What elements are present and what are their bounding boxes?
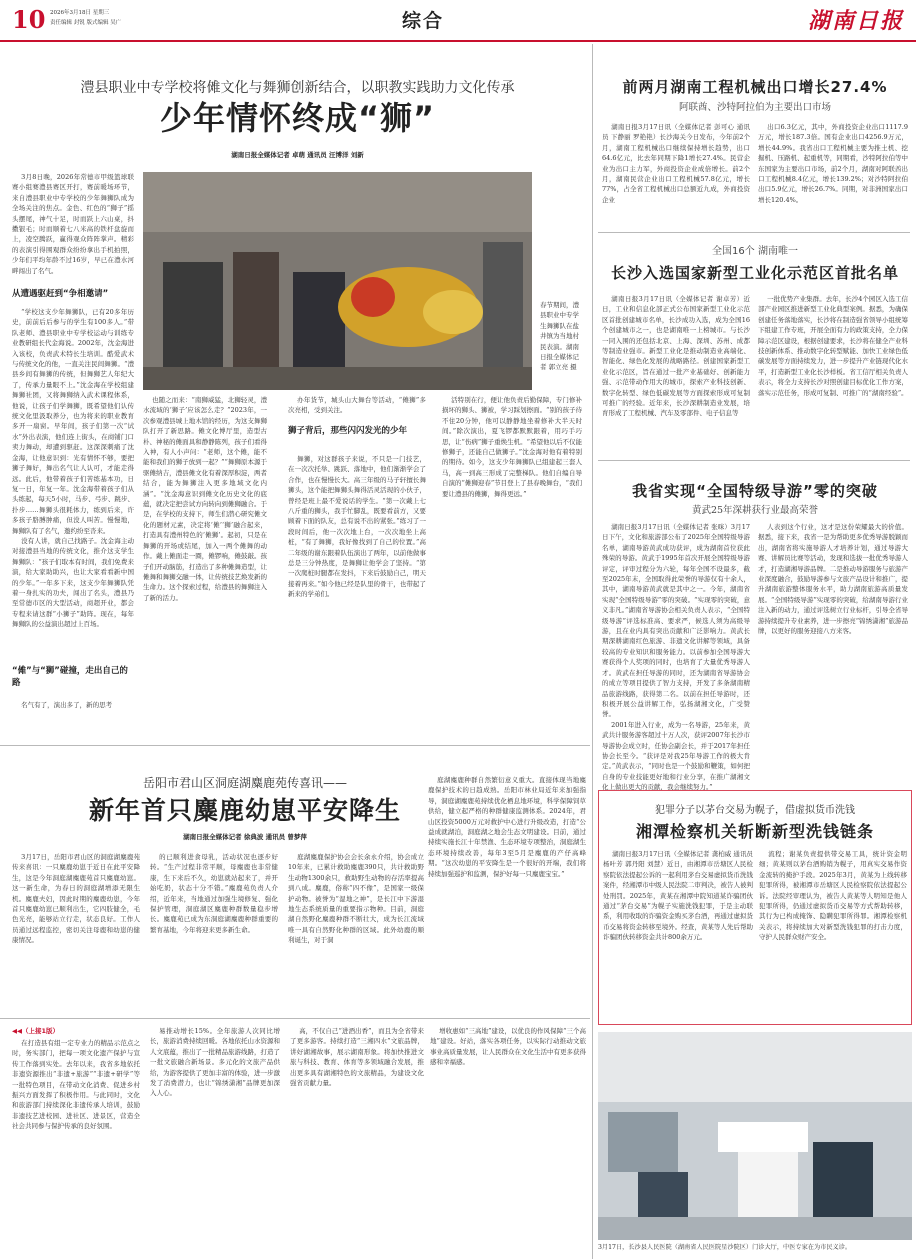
article3-left-col	[602, 294, 750, 450]
article-col-3	[288, 454, 426, 732]
article-title: 少年情怀终成“狮”	[159, 99, 436, 137]
article3-title: 长沙入选国家新型工业化示范区首批名单	[610, 264, 899, 282]
article2-subtitle: 阿联酋、沙特阿拉伯为主要出口市场	[678, 102, 831, 113]
subheading-2: “傩”与“狮”碰撞，走出自己的路	[12, 666, 128, 688]
article7-col-1	[12, 1038, 140, 1254]
continued-marker: ◀◀（上接1版）	[12, 1027, 60, 1035]
article-byline: 湖南日报全媒体记者 卓萌 通讯员 汪博洋 刘新	[231, 151, 364, 159]
col1-paragraph: “学校这支少年舞狮队，已有20多年历史，前前后后参与的学生有100多人。”带队老师、澧县职业中专学校运动与训练专业教研组长代金海说。2002年，沈金海进入该校，负责武术特长生培训。酷爱武术与传统文化的他，一直关注民间舞狮。“澧县乡间有舞狮的传统，但舞狮艺人年纪大了，传承力量眼不上。”沈金海在学校组建舞狮社团，又将舞狮纳入武术课程体系，他说，让孩子们学舞狮，既希望他们认传统文化里汲取养分，也为将来的职业教育多开一扇窗。早年间，孩子们第一次“试水”外出表演，他们连上街头，在商铺门口卖力舞动，却遭到驱赶。这深深刺痛了沈金海，让他意识到：光有情怀不够，要把狮子舞好，舞出名气让人认可，才能走得远。此后，他带着孩子们苦练基本功，日复一日，年复一年。沈金海带着孩子们从头练起，每天5小时，马步、弓步、跳步、扑步……舞狮头很耗体力，练到后来，许多孩子胳膊肿痛，但没人叫苦。慢慢地，舞狮队有了名气，邀约纷至沓来。	[12, 308, 134, 535]
photo2-caption: 3月17日，长沙县人民医院（湖南省人民医院星沙院区）门诊大厅，中医专家在为市民义诊。	[598, 1244, 852, 1251]
divider-left-main	[0, 745, 590, 746]
clinic-photo	[598, 1032, 912, 1240]
article4-title: 我省实现“全国特级导游”零的突破	[632, 482, 878, 500]
col3a-paragraph: 办年货节，城头山大舞台等活动，“傩狮”多次亮相，受到关注。	[288, 396, 426, 415]
article-col-1c	[12, 700, 134, 730]
article4-subtitle: 黄武25年深耕获行业最高荣誉	[691, 505, 819, 516]
a3-right-paragraph: 一批优势产业集群。去年，长沙4个园区入选工信部产业园区推进新型工业化典型案例。据悉，为确保创建任务落地落实，长沙将在制造强省领导小组统筹下组建工作专班，开展全面有力的政策支持，全力保障示范区建设，根据创建要求，长沙将在健全产业科技创新体系、推动数字化转型赋能、加快工业绿色低碳发展等方面持续发力，进一步提升产业链现代化水平，打造新型工业化长沙样板。省工信厅相关负责人表示，将全力支持长沙对照创建目标优化工作方案，落实示范任务，形成可复制、可推广的“湖南经验”。	[758, 295, 908, 397]
article6-title: 湘潭检察机关斩断新型洗钱链条	[635, 822, 874, 841]
col3b-paragraph: 舞狮，对这群孩子来说，不只是一门技艺，在一次次托举、跳跃、落地中，他们渐渐学会了合作，也在慢慢长大。高三年级的马子轩擅长舞狮头，这个能把舞狮头舞得活灵活现的小伙子，曾经是班上最不爱说话的学生。“第一次戴上七八斤重的狮头，我手忙脚乱，既要看前方，又要顾着下面的队友，总有说不出的紧张。”练习了一段时间后，他一次次地上台，一次次地坐上高桩，“有了舞狮，我好像找到了自己的位置。”高二年级的谢东跟着队伍演出了两年，以前他做事总是三分钟热度，是舞狮让他学会了坚持。“第一次爬桩时腿都在发抖，下来后鼓励自己，明天接着再来。”如今他已经是队里的骨干，也带起了新来的学弟们。	[288, 455, 426, 599]
article2-title: 前两月湖南工程机械出口增长27.4%	[622, 78, 888, 96]
divider-r1	[598, 232, 910, 233]
a2-left-paragraph: 湖南日报3月17日讯（全媒体记者 彭可心 通讯员 下静丽 罗艳艳）长沙海关今日发布，今年前2个月，湖南工程机械出口继续保持增长趋势，出口64.6亿元，比去年同期下降1增长27.4%。民营企业为出口主力军，外商投资企业成倍增长。前2个月，湖南民营企业出口工程机械57.8亿元，增长77%，占全省工程机械出口总额近九成，外商投资企业	[602, 123, 750, 204]
article4-left-col	[602, 522, 750, 792]
article-col-2	[143, 395, 267, 732]
col1c-paragraph: 名气有了，演出多了，新的思考	[21, 701, 113, 709]
newspaper-logo: 湖南日报	[808, 8, 905, 34]
article5-col-2	[150, 852, 278, 1010]
a4-left-paragraph: 湖南日报3月17日讯（全媒体记者 张咪）3月17日下午，文化和旅游部公布了2025年全国特级导游名单，湖南导游黄武成功获评，成为湖南首位获此殊荣的导游。黄武于1995年首次开展全国特级导游评定，评审过程分为六轮，每年全国不设最多，截至2025年末，全国取得此荣誉的导游仅有十余人，其中，湖南导游黄武就是其中之一。今年，湖南省实现“全国特级导游”零的突破。“实现零的突破，意义非凡。”湖南省导游协会相关负责人表示，“全国特级导游”评选标准高、要求严，候选人须为高级导游，且在业内具有突出贡献和广泛影响力。黄武长期深耕湖南红色旅游、非遗文化讲解等领域，具备较高的专业知识和服务能力。以前参加全国导游大赛获得个人奖项的同时，也培育了大量优秀导游人才。黄武在担任导游的同时，还为湖南省导游协会的成立等项目提供了智力支持，开发了多条湖南精品旅游线路，获得第二名。以前在担任导游时，还积极开展公益讲解工作，弘扬湖湘文化，广受赞誉。	[602, 523, 750, 719]
article5-byline: 湖南日报全媒体记者 徐典波 通讯员 曾梦萍	[183, 833, 307, 841]
col1b-paragraph: 没有人讲，就自己找路子。沈金海主动对接澧县当地的传统文化，推介这支学生舞狮队：“孩子们取本有时间，我们免费来演，给大家助助兴，也让大家看看新中国的少年。”一年多下来，这支少年舞狮队凭着一身扎实的功夫，闯出了名头，澧县乃至常德市区的大型活动，商超开业，都会专程来请这群“小狮子”助阵。现在，每年舞狮队的公益演出超过上百场。	[12, 536, 134, 629]
a4-right-paragraph: 人表到这个行业，这才是这份荣耀最大的价值。据悉，接下来，我省一是为帮助更多优秀导游脱颖而出，湖南省将实施导游人才培养计划，通过导游大赛、讲解员比赛等活动，发现和选拔一批优秀导游人才，打造湖湘导游品牌。二是推动导游服务与旅游产业深度融合，鼓励导游参与文旅产品设计和推广，提升湖南旅游整体服务水平，助力湖南旅游高质量发展。“全国特级导游”实现零的突破，给湖南导游行业注入新的动力，通过评选树立行业标杆，引导全省导游持续提升专业素养，进一步擦亮“锦绣潇湘”旅游品牌，以更好的服务迎接八方来客。	[758, 523, 908, 636]
article6-kicker: 犯罪分子以茅台交易为幌子，借虚拟货币洗钱	[655, 805, 855, 816]
a3-left-paragraph: 湖南日报3月17日讯（全媒体记者 谢卓芳）近日，工业和信息化部正式公布国家新型工业化示范区首批创建城市名单，长沙成功入选，成为全国16个创建城市之一，也是湖南唯一上榜城市。与长沙一同入围的还包括北京、上海、深圳、苏州、成都等制造业强市。新型工业化是推动制造业高端化、智能化、绿色化发展的战略路径。创建国家新型工业化示范区，旨在通过一批产业基础好、创新能力强、示范带动作用大的城市，探索产业科技创新、数字化转型、绿色低碳发展等方面探索形成可复制可推广的经验。近年来，长沙深耕制造业发展，培育形成了工程机械、汽车及零部件、电子信息等	[602, 295, 750, 418]
article3-kicker: 全国16个 湖南唯一	[712, 246, 798, 257]
divider-bottom	[0, 1018, 590, 1019]
subheading-3: 狮子背后，那些闪闪发光的少年	[288, 426, 408, 436]
article-lead	[12, 172, 134, 284]
editors-line: 责任编辑 封锐 版式编辑 吴广	[50, 20, 122, 26]
divider-r2	[598, 460, 910, 461]
article6-right-col	[759, 849, 907, 1017]
article6-box	[598, 790, 912, 1025]
article7-col-2	[150, 1026, 280, 1254]
article2-right-col	[758, 122, 908, 225]
article-col-4	[442, 395, 582, 732]
article4-right-col	[758, 522, 908, 778]
a5-c2-paragraph: 的已顺利进食母乳，活动状况也逐步好转。“生产过程非常平顺，母麋鹿也非常健康，生下来后不久，幼崽就站起来了，并开始吃奶，状态十分不错。”麋鹿苑负责人介绍，近年来，当地通过加强生境修复、强化保护管理，洞庭湖区麋鹿种群数量稳步增长。麋鹿苑已成为东洞庭湖麋鹿种群重要的繁育基地，今年将迎来更多新生命。	[150, 853, 278, 934]
article-kicker: 澧县职业中专学校将傩文化与舞狮创新结合，以职教实践助力文化传承	[80, 80, 515, 96]
a7-c1-paragraph: 在打造县有组一定专业力的精品示范点之时，务实部门，把每一项文化遗产保护与宣传工作落到实处。去年以来，我省多地依托非遗资源推出“非遗+旅游”“非遗+研学”等一批特色项目，在带动文化消费、促进乡村振兴方面发挥了积极作用。与此同时，文化和旅游部门持续深化非遗传承人培训，鼓励非遗技艺进校园、进社区、进景区，营造全社会共同参与保护传承的良好氛围。	[12, 1039, 140, 1131]
article5-title: 新年首只麋鹿幼崽平安降生	[88, 796, 401, 825]
article5-col-4	[428, 775, 586, 1010]
a7-c4-paragraph: 增收惠如“三高地”建设，以优良的作风保障“三个高地”建设。好站，落实各项任务，以实际行动推动文旅事业高质量发展，让人民群众在文化生活中有更多获得感和幸福感。	[430, 1027, 586, 1067]
article3-right-col	[758, 294, 908, 450]
a4-middle-paragraph: 2001年进入行业，成为一名导游，25年来，黄武共计服务游客超过十万人次，获评2007年长沙市导游协会成立时，任协会副会长，并于2017年担任协会长至今。“获评是对我25年导游工作的极大肯定。”黄武表示，“同时也是一个鼓励和鞭策，如何把自身的专业技能更好地和行业分享，在推广湖湘文化上做出更大的贡献，我会继续努力。”	[602, 720, 750, 792]
col2-paragraph: 也随之而来：“南狮威猛，北狮轻灵，澧水流域的‘狮子’应该怎么走？”2023年，一次参观澧县城上地木馆的经历，为这支舞狮队打开了新思路。傩文化博厅里，造型古朴、神秘的傩面具和静静陈列，孩子们看得入神，有人小声问：“老师，这个傩，能不能和我们的狮子放到一起？”“舞狮原本源于驱傩纳吉，澧县傩文化有着深厚积淀，两者结合，能为舞狮注入更多地域文化内涵”。“沈金海意识到傩文化历史文化的底蕴，就决定把尝试方向转向到傩狮融合。于是，在学校的支持下，师生们潜心研究傩文化的题材元素，决定将‘傩’‘狮’融合起来，打造具有澧州特色的‘傩狮’。起初，只是在舞狮的开场或结尾，加入一两个傩舞的动作。戴上傩面走一圈，傩锣响，傩鼓敲。孩子们开动脑筋，打造出了多种傩舞造型，让傩舞和舞狮交融一体，让传统技艺焕发新的生命力。这个探索过程，给澧县的舞狮注入了新的活力。	[143, 396, 267, 602]
article7-col-3	[290, 1026, 424, 1254]
a5-c1-paragraph: 3月17日，岳阳市君山区的洞庭湖麋鹿苑传来喜讯：一只麋鹿幼崽于近日在此平安降生，这是今年洞庭湖麋鹿苑首只麋鹿幼崽。这一新生命，为春日的洞庭湖增添无限生机。麋鹿夫妇，因此时期的麋鹿幼崽，今年首只麋鹿幼崽已顺利出生，它四肢健全，毛色光亮，能够站立行走，状态良好。工作人员通过远程监控，密切关注母鹿和幼崽的健康情况。	[12, 853, 140, 945]
article5-col-1	[12, 852, 140, 1010]
col4-paragraph: 活特别在行，便让他负责后勤保障，专门修补损坏的狮头、狮被，学习踩划擦面。“别的孩子待不住20分钟，他可以静静地坐着修补大半天时间。”除次演出，夏飞锣都默默跟着，用巧手巧思，让“伤病”狮子重焕生机。“希望他以后不仅能修狮子，还能自己做狮子。”沈金海对他有着特别的期待。如今，这支少年舞狮队已组建起三套人马，高一到高三形成了完整梯队。他们自编自导自演的“傩狮迎春”节目登上了县春晚舞台，“我们要让澧县的傩狮，舞得更远。”	[442, 396, 582, 498]
article5-kicker: 岳阳市君山区洞庭湖麋鹿苑传喜讯——	[142, 776, 347, 790]
photo-caption: 春节期间，澧县职业中专学生舞狮队在盐井镇为当地村民表演。湖南日报全媒体记者 郭立亮 摄	[540, 301, 579, 372]
masthead-rule	[0, 40, 916, 42]
a7-c2-paragraph: 易推动增长15%。全年旅游人次同比增长，旅游消费持续回暖。各地依托山水资源和人文底蕴，推出了一批精品旅游线路，打造了一批文旅融合新场景。多元化的文旅产品供给，为游客提供了更加丰富的体验，进一步激发了消费潜力，也让“锦绣潇湘”品牌更加深入人心。	[150, 1027, 280, 1098]
article-col-3a	[288, 395, 426, 419]
a5-c3-paragraph: 庭湖麋鹿保护协会会长余永介绍，协会成立10年来，已累计救助麋鹿390只，共计救助野生动物1300余只，救助野生动物的存活率提高到八成。麋鹿，俗称“四不像”，是国家一级保护动物。被誉为“湿地之神”，是长江中下游湿地生态系统质量的重要指示物种。目前，洞庭湖自然野化麋鹿种群不断壮大，成为长江流域唯一具有自然野化种群的区域。此外幼鹿的顺利诞生，对于洞	[288, 853, 424, 945]
date-line: 2026年3月18日 星期三	[50, 10, 110, 16]
a2-right-paragraph: 出口6.3亿元，其中，外商投资企业出口1117.9万元，增长187.3倍。国有企业出口4256.9万元，增长44.9%。我省出口工程机械主要为推土机、挖掘机、压路机、起重机等，同期看，沙特阿拉伯等中东国家为主要出口市场，前2个月，湖南对阿联酋出口工程机械8.4亿元，增长139.2%；对沙特阿拉伯出口5.9亿元，增长26.7%。同期，对非洲国家出口增长120.4%。	[758, 123, 908, 204]
masthead	[0, 0, 916, 44]
article-col-1	[12, 307, 134, 658]
article2-left-col	[602, 122, 750, 225]
subheading-1: 从遭遇驱赶到“争相邀请”	[12, 289, 109, 299]
a6-right-paragraph: 流程；谢某负责提供带交易工具，统计资金明细；黄某则以茅台酒购销为幌子，用真实交易作资金流转的掩护手段。2025年3月，黄某为上线转移犯罪所得，被湘潭市岳塘区人民检察院依法提起公诉。法院经审理认为，被告人黄某等人明知是他人犯罪所得，仍通过虚拟货币交易等方式帮助转移，其行为已构成掩饰、隐瞒犯罪所得罪。湘潭检察机关表示，将持续加大对新型洗钱犯罪的打击力度，守护人民群众财产安全。	[759, 850, 907, 942]
a5-c4-paragraph: 庭湖麋鹿种群自然繁衍意义重大。直接体现当地麋鹿保护技术的日趋成熟。岳阳市林业局近年来加强指导，洞庭湖麋鹿苑持续优化栖息地环境，科学保障饲草供给，健立起严格的种群健康监测体系。2024年，君山区投资5000万元对救护中心进行升级改造，打造“公益成就湖泊，洞庭湖之地会生态文明建设。目前，通过持续实施长江十年禁渔、生态环境专项整治，洞庭湖生态环境持续改善，每年3至5月是麋鹿的产仔高峰期。“这次幼崽的平安降生是一个很好的开端，我们将持续加强巡护和监测，保护好每一只麋鹿宝宝。”	[428, 776, 586, 878]
lion-dance-photo	[143, 172, 532, 390]
article6-left-col	[603, 849, 753, 1017]
article5-col-3	[288, 852, 424, 1010]
a7-c3-paragraph: 高，不仅自己“进酒出香”，而且为全省带来了更多游客。持续打造“三湘四水”文旅品牌，讲好湖湘故事，展示湖南形象。将加快推进文旅与科技、教育、体育等多领域融合发展，推出更多具有湖湘特色的文旅精品，为建设文化强省贡献力量。	[290, 1027, 424, 1088]
section-title: 综合	[402, 10, 445, 32]
lead-paragraph: 3月8日晚，2026年常德市甲级篮球联赛小组赛澧县赛区开打，赛前暖场环节，来自澧县职业中专学校的少年舞狮队成为全场关注的焦点。金色、红色的“狮子”摇头摆尾，神气十足，时而跃上六山桌，抖擞银毛；时而顺着七八米高的铁杆盘旋而上，凌空腾跃，赢得观众阵阵掌声。精彩的表演引得围观群众纷纷拿出手机拍照，少年们平均年龄不过16岁，早已在澧水河畔闯出了名气。	[12, 173, 134, 275]
clinic-scene	[598, 1032, 912, 1240]
page-number: 10	[12, 5, 46, 34]
lion-dance-scene	[143, 172, 532, 390]
vertical-divider	[592, 44, 593, 1259]
a6-left-paragraph: 湖南日报3月17日讯（全媒体记者 龚柏威 通讯员 杨叶芳 郭丹阳 刘慧）近日，由湘潭市岳塘区人民检察院依法提起公诉的一起利用茅台交易虚拟货币洗钱案件，经湘潭市中级人民法院二审判决，被告人被判处刑罚。2025年，黄某在湘潭中院知道某诈骗团伙通过“茅台交易”为幌子实施洗钱犯罪，于是主动联系，利用收取的诈骗资金购买茅台酒，再通过虚拟货币交易将资金转移至境外。经查，黄某等人先后帮助诈骗团伙转移资金共计800余万元。	[603, 850, 753, 942]
article7-col-4	[430, 1026, 586, 1254]
